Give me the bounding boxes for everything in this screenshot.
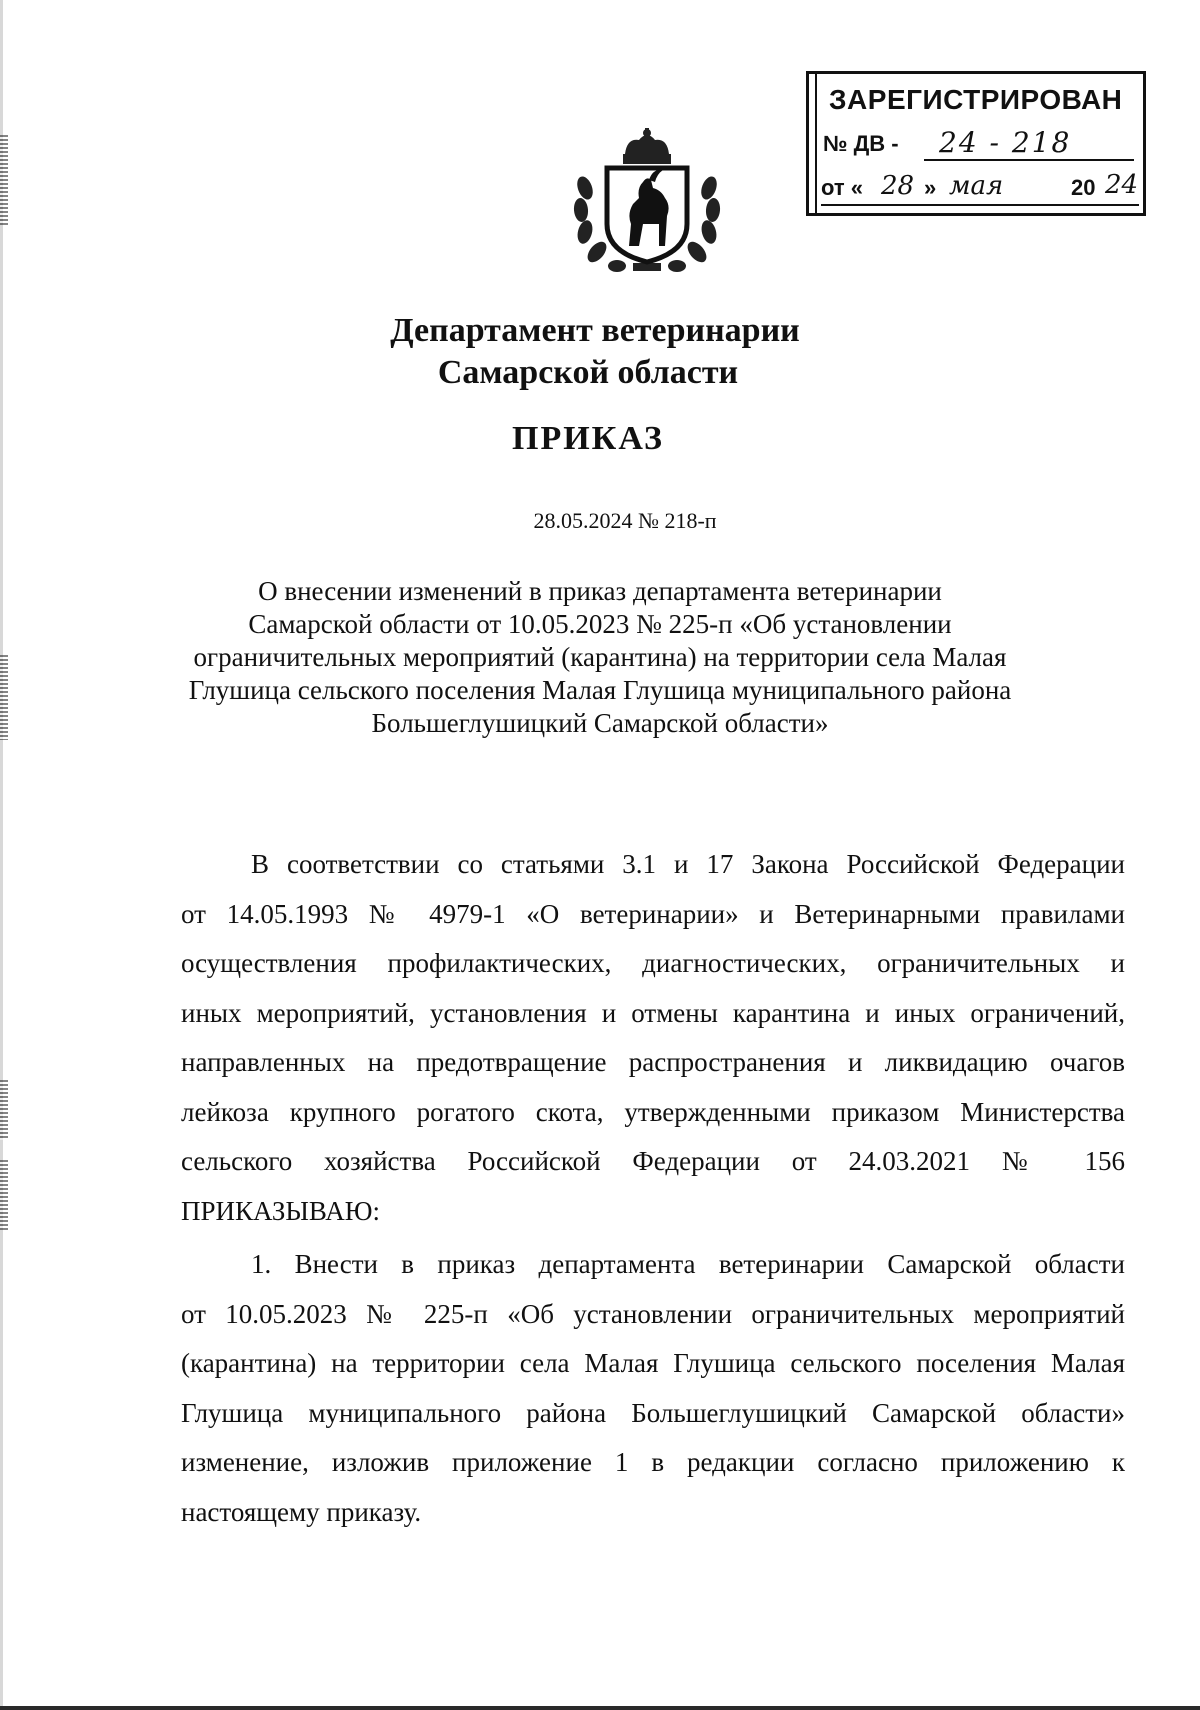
stamp-number-label: № ДВ - — [823, 131, 899, 156]
scan-noise — [0, 135, 8, 225]
paragraph-line: осуществления профилактических, диагностических, ограничительных и — [181, 948, 1125, 978]
scan-noise — [0, 655, 8, 740]
paragraph-line: иных мероприятий, установления и отмены карантина и иных ограничений, — [181, 997, 1125, 1028]
stamp-day-suffix: » — [924, 175, 937, 200]
scan-left-edge — [0, 0, 3, 1710]
order-item-1 — [181, 1240, 1125, 1537]
scan-bottom-edge — [0, 1706, 1200, 1710]
paragraph-line: от 14.05.1993 № 4979-1 «О ветеринарии» и Ветеринарными правилами — [181, 898, 1125, 929]
subject-line: Большеглушицкий Самарской области» — [371, 708, 829, 738]
scan-noise — [0, 1080, 8, 1140]
stamp-year-prefix: 20 — [1071, 175, 1096, 200]
paragraph-line: В соответствии со статьями 3.1 и 17 Закона Российской Федерации — [251, 849, 1125, 879]
organization-region: Самарской области — [437, 354, 739, 391]
subject-line: Глушица сельского поселения Малая Глушица муниципального района — [188, 675, 1012, 705]
paragraph-line: от 10.05.2023 № 225-п «Об установлении ограничительных мероприятий — [181, 1298, 1125, 1329]
stamp-date-line — [821, 204, 1139, 206]
stamp-title: ЗАРЕГИСТРИРОВАН — [829, 84, 1123, 115]
paragraph-line: направленных на предотвращение распространения и ликвидацию очагов — [181, 1047, 1125, 1077]
paragraph-line: изменение, изложив приложение 1 в редакции согласно приложению к — [181, 1447, 1125, 1477]
document-date-number: 28.05.2024 № 218-п — [533, 508, 717, 533]
stamp-day-handwritten: 28 — [881, 171, 915, 201]
stamp-date-prefix: от « — [821, 175, 864, 200]
organization-name: Департамент ветеринарии — [390, 312, 800, 349]
stamp-border — [809, 74, 817, 213]
stamp-number-handwritten: 24 - 218 — [939, 126, 1072, 159]
subject-line: Самарской области от 10.05.2023 № 225-п «Об установлении — [248, 609, 952, 639]
scan-noise — [0, 1160, 8, 1230]
registration-stamp — [806, 71, 1146, 216]
order-keyword: ПРИКАЗЫВАЮ: — [181, 1195, 380, 1226]
paragraph-line: лейкоза крупного рогатого скота, утвержденными приказом Министерства — [181, 1096, 1125, 1127]
document-subject — [150, 575, 1050, 740]
stamp-year-handwritten: 24 — [1105, 170, 1139, 200]
subject-line: ограничительных мероприятий (карантина) на территории села Малая — [193, 642, 1007, 672]
paragraph-line: сельского хозяйства Российской Федерации от 24.03.2021 № 156 — [181, 1146, 1125, 1176]
paragraph-line: (карантина) на территории села Малая Глушица сельского поселения Малая — [181, 1348, 1125, 1378]
document-type-title: ПРИКАЗ — [512, 420, 664, 457]
paragraph-line: настоящему приказу. — [181, 1496, 422, 1527]
paragraph-line: Глушица муниципального района Большеглушицкий Самарской области» — [181, 1397, 1125, 1428]
stamp-number-line — [924, 159, 1134, 161]
stamp-month-handwritten: мая — [949, 171, 1004, 201]
paragraph-line: 1. Внести в приказ департамента ветеринарии Самарской области — [251, 1249, 1125, 1279]
subject-line: О внесении изменений в приказ департамента ветеринарии — [258, 576, 942, 606]
samara-coat-of-arms-icon — [567, 128, 727, 278]
preamble-paragraph — [181, 840, 1125, 1236]
